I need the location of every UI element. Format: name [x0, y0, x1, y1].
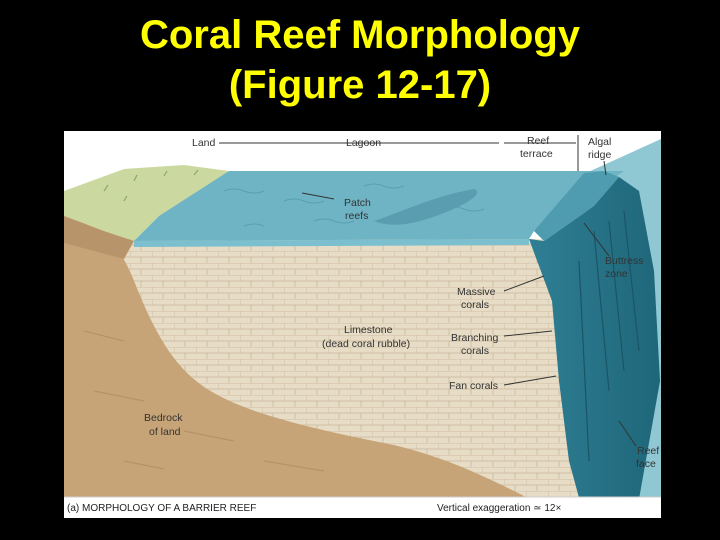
label-algal-ridge-1: Algal	[588, 136, 612, 148]
label-algal-ridge-2: ridge	[588, 149, 612, 161]
label-bedrock-1: Bedrock	[144, 412, 183, 424]
label-fan-corals: Fan corals	[449, 380, 499, 392]
slide-title-line-2: (Figure 12-17)	[228, 63, 492, 107]
caption-vertical-exaggeration: Vertical exaggeration ≃ 12×	[437, 503, 562, 514]
slide-title-line-1: Coral Reef Morphology	[139, 13, 581, 57]
label-reef-terrace-1: Reef	[527, 135, 550, 147]
label-branching-corals-2: corals	[461, 345, 490, 357]
label-patch-reefs-1: Patch	[344, 197, 371, 209]
label-reef-face-2: face	[636, 458, 656, 470]
barrier-reef-diagram	[64, 131, 661, 518]
label-reef-terrace-2: terrace	[520, 148, 553, 160]
caption-title: (a) MORPHOLOGY OF A BARRIER REEF	[67, 503, 257, 514]
label-bedrock-2: of land	[149, 426, 181, 438]
label-branching-corals-1: Branching	[451, 332, 499, 344]
barrier-reef-figure	[64, 131, 661, 518]
label-land: Land	[192, 137, 216, 149]
slide-title	[0, 10, 720, 110]
label-massive-corals-1: Massive	[457, 286, 496, 298]
label-buttress-zone-2: zone	[605, 268, 628, 280]
label-lagoon: Lagoon	[346, 137, 382, 149]
label-reef-face-1: Reef	[637, 445, 660, 457]
label-limestone-2: (dead coral rubble)	[322, 338, 411, 350]
label-massive-corals-2: corals	[461, 299, 490, 311]
label-patch-reefs-2: reefs	[345, 210, 369, 222]
label-buttress-zone-1: Buttress	[605, 255, 644, 267]
label-limestone-1: Limestone	[344, 324, 393, 336]
